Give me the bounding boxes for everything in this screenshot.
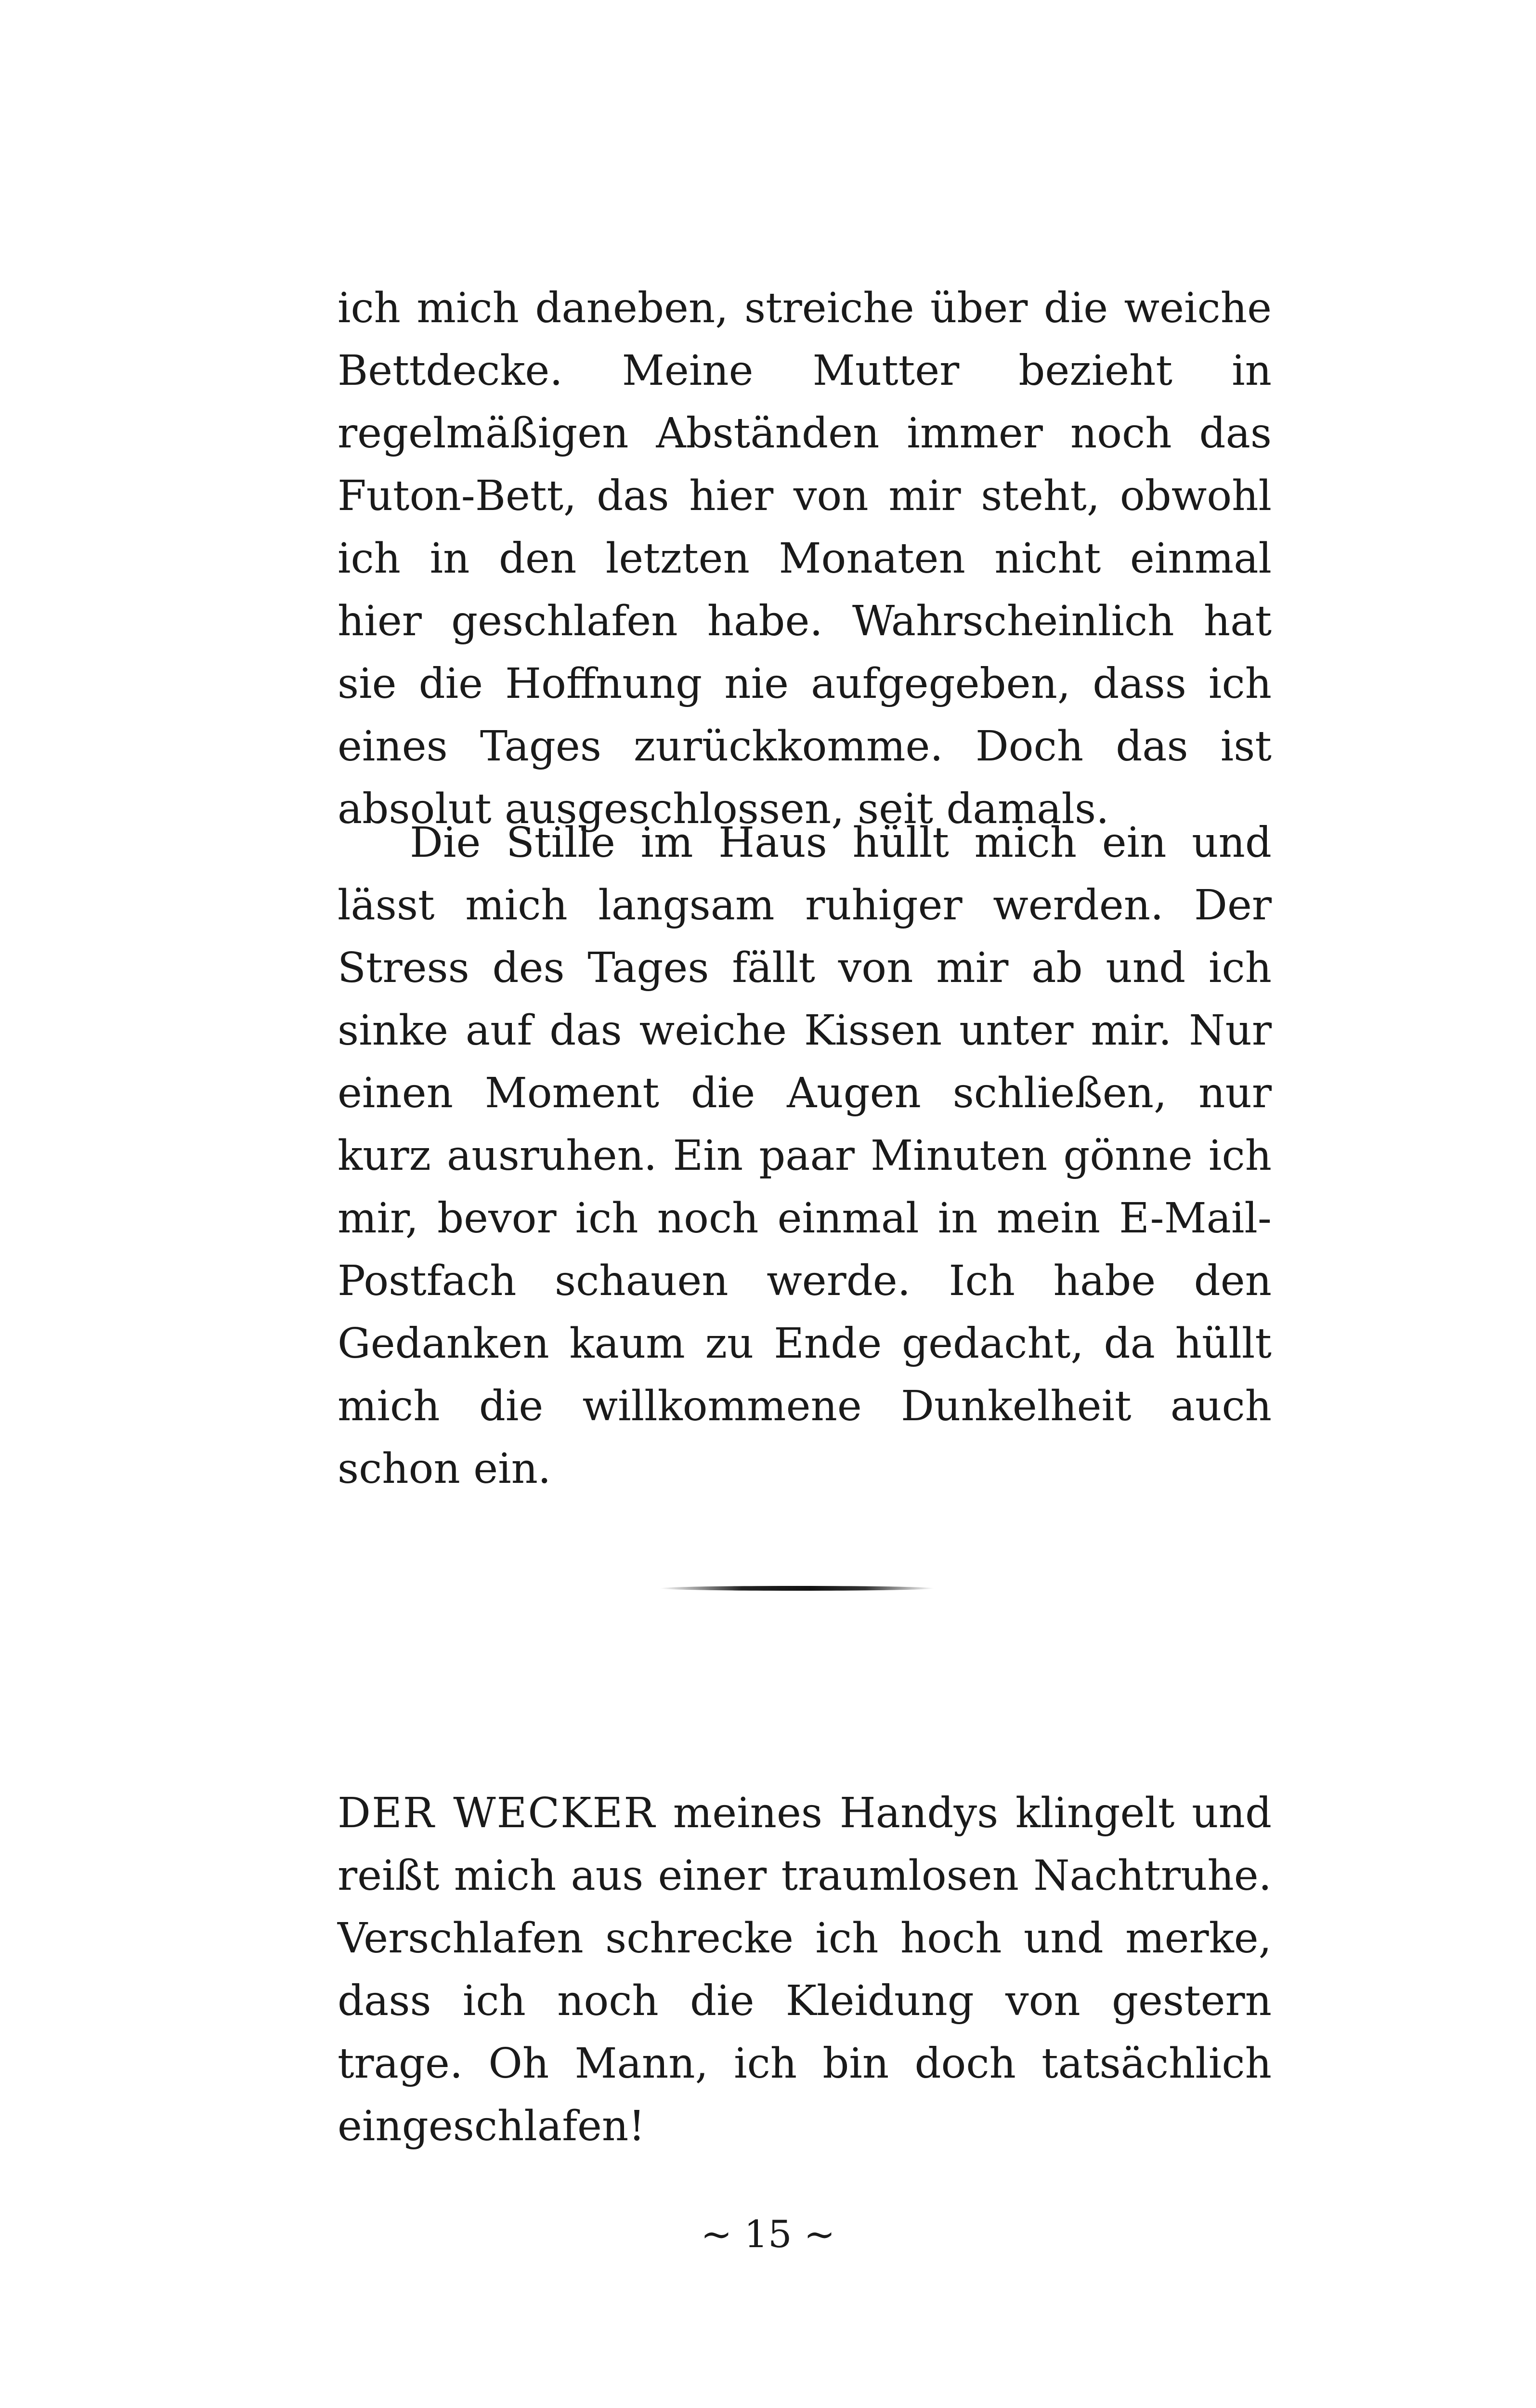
paragraph-2 xyxy=(338,811,1272,1500)
paragraph-3 xyxy=(338,1782,1272,2158)
chapter-lead-in: DER WECKER xyxy=(338,1789,656,1837)
paragraph-1 xyxy=(338,277,1272,840)
section-divider xyxy=(660,1586,934,1591)
paragraph-1-text: ich mich daneben, streiche über die weiche Bettdecke. Meine Mutter bezieht in regelmäßigen Abständen immer noch das Futon-Bett, das hier von mir steht, obwohl ich in den letzten Monaten nicht einmal hier geschlafen habe. Wahrscheinlich hat sie die Hoffnung nie aufgegeben, dass ich eines Tages zurückkomme. Doch das ist absolut ausgeschlossen, seit damals. xyxy=(338,284,1272,833)
page-number: ~ 15 ~ xyxy=(701,2213,835,2256)
paragraph-3-text xyxy=(338,1782,1272,2158)
paragraph-3-body: meines Handys klingelt und reißt mich aus einer traumlosen Nachtruhe. Verschlafen schrecke ich hoch und merke, dass ich noch die Kleidung von gestern trage. Oh Mann, ich bin doch tatsächlich eingeschlafen! xyxy=(338,1789,1272,2150)
paragraph-2-text: Die Stille im Haus hüllt mich ein und lässt mich langsam ruhiger werden. Der Stress des Tages fällt von mir ab und ich sinke auf das weiche Kissen unter mir. Nur einen Moment die Augen schließen, nur kurz ausruhen. Ein paar Minuten gönne ich mir, bevor ich noch einmal in mein E-Mail-Postfach schauen werde. Ich habe den Gedanken kaum zu Ende gedacht, da hüllt mich die willkommene Dunkelheit auch schon ein. xyxy=(338,819,1272,1493)
